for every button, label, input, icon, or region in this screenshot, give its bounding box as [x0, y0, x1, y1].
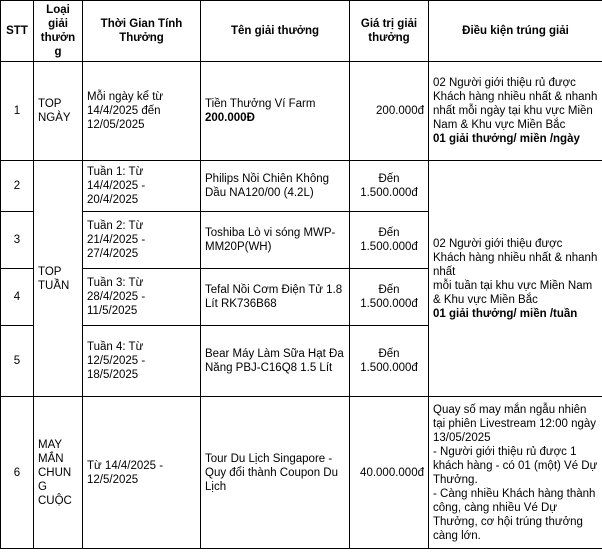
row-prize-name	[201, 62, 350, 161]
table-row	[1, 397, 602, 549]
prize-amount-text: 200.000Đ	[205, 112, 255, 124]
condition-quota: 01 giải thưởng/ miền /ngày	[433, 133, 580, 145]
table-row	[1, 62, 602, 161]
condition-quota: 01 giải thưởng/ miền /tuần	[433, 307, 578, 320]
row-stt: 3	[1, 212, 34, 269]
row-prize-name: Philips Nồi Chiên Không Dầu NA120/00 (4.2L)	[201, 161, 350, 212]
row-prize-type: TOP TUẦN	[34, 161, 83, 397]
header-prize-type: Loại giải thưởng	[34, 1, 83, 62]
row-prize-type: MAY MẮN CHUNG CUỘC	[34, 397, 83, 549]
row-prize-value: 200.000đ	[350, 62, 429, 161]
condition-text: Quay số may mắn ngẫu nhiên tại phiên Livestream 12:00 ngày 13/05/2025	[433, 403, 597, 444]
row-prize-value	[350, 212, 429, 269]
header-condition: Điều kiện trúng giải	[429, 1, 602, 62]
row-prize-value: 40.000.000đ	[350, 397, 429, 549]
value-prefix: Đến	[378, 348, 400, 360]
table-row	[1, 161, 602, 212]
row-stt: 6	[1, 397, 34, 549]
row-stt: 2	[1, 161, 34, 212]
header-time: Thời Gian Tính Thưởng	[83, 1, 201, 62]
row-prize-name: Toshiba Lò vi sóng MWP-MM20P(WH)	[201, 212, 350, 269]
prize-name-text: Tiền Thưởng Ví Farm	[205, 98, 316, 110]
row-time: Tuần 1: Từ 14/4/2025 - 20/4/2025	[83, 161, 201, 212]
row-stt: 1	[1, 62, 34, 161]
row-prize-value	[350, 161, 429, 212]
value-amount: 1.500.000đ	[360, 298, 418, 310]
value-prefix: Đến	[378, 227, 400, 239]
row-condition	[429, 161, 602, 397]
row-prize-name: Tefal Nồi Cơm Điện Tử 1.8 Lít RK736B68	[201, 269, 350, 326]
value-amount: 1.500.000đ	[360, 187, 418, 199]
condition-text: mỗi tuần tại khu vực Miền Nam & Khu vực Miền Bắc	[433, 279, 593, 306]
row-stt: 4	[1, 269, 34, 326]
header-prize-name: Tên giải thưởng	[201, 1, 350, 62]
row-prize-name: Tour Du Lịch Singapore - Quy đổi thành Coupon Du Lịch	[201, 397, 350, 549]
row-time: Mỗi ngày kể từ 14/4/2025 đến 12/05/2025	[83, 62, 201, 161]
value-amount: 1.500.000đ	[360, 241, 418, 253]
header-prize-value: Giá trị giải thưởng	[350, 1, 429, 62]
condition-text: - Càng nhiều Khách hàng thành công, càng nhiều Vé Dự Thưởng, cơ hội trúng thưởng càng lớn.	[433, 487, 596, 542]
row-condition	[429, 397, 602, 549]
value-prefix: Đến	[378, 284, 400, 296]
condition-text: 02 Người giới thiệu rủ được Khách hàng nhiều nhất & nhanh nhất mỗi ngày tại khu vực Miền Nam & Khu vực Miền Bắc	[433, 77, 598, 131]
row-prize-value	[350, 269, 429, 326]
row-condition	[429, 62, 602, 161]
row-time: Tuần 3: Từ 28/4/2025 - 11/5/2025	[83, 269, 201, 326]
condition-text: - Người giới thiệu rủ được 1 khách hàng - có 01 (một) Vé Dự Thưởng.	[433, 445, 598, 486]
row-prize-name: Bear Máy Làm Sữa Hạt Đa Năng PBJ-C16Q8 1.5 Lít	[201, 326, 350, 397]
row-prize-type: TOP NGÀY	[34, 62, 83, 161]
value-prefix: Đến	[378, 173, 400, 185]
condition-text: 02 Người giới thiệu được Khách hàng nhiều nhất & nhanh nhất	[433, 237, 598, 278]
header-stt: STT	[1, 1, 34, 62]
row-stt: 5	[1, 326, 34, 397]
value-amount: 1.500.000đ	[360, 362, 418, 374]
header-row	[1, 1, 602, 62]
row-prize-value	[350, 326, 429, 397]
row-time: Tuần 2: Từ 21/4/2025 - 27/4/2025	[83, 212, 201, 269]
row-time: Từ 14/4/2025 - 12/5/2025	[83, 397, 201, 549]
row-time: Tuần 4: Từ 12/5/2025 - 18/5/2025	[83, 326, 201, 397]
